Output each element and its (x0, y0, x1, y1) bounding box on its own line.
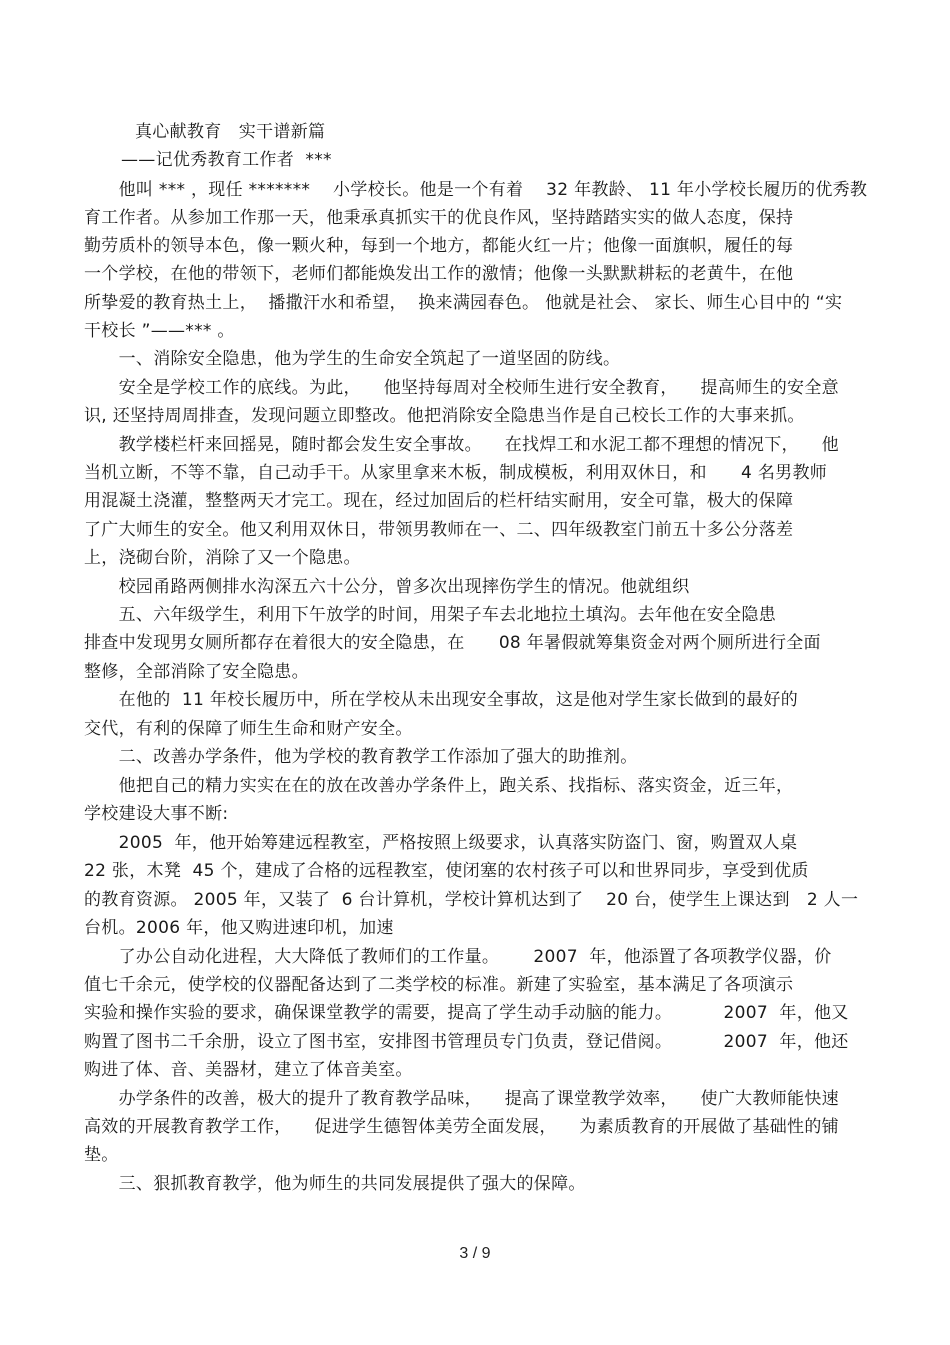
body-line: 学校建设大事不断: (84, 804, 229, 824)
body-line: 在他的 11 年校长履历中，所在学校从未出现安全事故，这是他对学生家长做到的最好的 (84, 690, 799, 710)
body-line: 了广大师生的安全。他又利用双休日，带领男教师在一、二、四年级教室门前五十多公分落差 (84, 520, 794, 540)
body-line: 用混凝土浇灌，整整两天才完工。现在，经过加固后的栏杆结实耐用，安全可靠，极大的保障 (84, 491, 794, 511)
body-line: 交代，有利的保障了师生生命和财产安全。 (84, 719, 413, 739)
body-line: 高效的开展教育教学工作， 促进学生德智体美劳全面发展， 为素质教育的开展做了基础性的铺 (84, 1117, 839, 1137)
body-line: 勤劳质朴的领导本色，像一颗火种，每到一个地方，都能火红一片；他像一面旗帜，履任的每 (84, 236, 794, 256)
body-line: 购进了体、音、美器材，建立了体音美室。 (84, 1060, 413, 1080)
body-line: 垫。 (84, 1145, 119, 1165)
body-line: 排查中发现男女厕所都存在着很大的安全隐患，在 08 年暑假就筹集资金对两个厕所进行全面 (84, 633, 821, 653)
body-line: 一个学校，在他的带领下，老师们都能焕发出工作的激情；他像一头默默耕耘的老黄牛，在他 (84, 264, 794, 284)
body-line: 他把自己的精力实实在在的放在改善办学条件上，跑关系、找指标、落实资金，近三年， (84, 776, 794, 796)
body-line: 育工作者。从参加工作那一天，他秉承真抓实干的优良作风，坚持踏踏实实的做人态度，保持 (84, 208, 794, 228)
body-line: 办学条件的改善，极大的提升了教育教学品味， 提高了课堂教学效率， 使广大教师能快速 (84, 1089, 839, 1109)
body-line: 了办公自动化进程，大大降低了教师们的工作量。 2007 年，他添置了各项教学仪器，价 (84, 947, 832, 967)
body-line: 实验和操作实验的要求，确保课堂教学的需要，提高了学生动手动脑的能力。 2007 年，他又 (84, 1003, 849, 1023)
body-line: 购置了图书二千余册，设立了图书室，安排图书管理员专门负责，登记借阅。 2007 年，他还 (84, 1032, 849, 1052)
document-subtitle: ——记优秀教育工作者 *** (121, 150, 332, 170)
section-heading: 三、狠抓教育教学，他为师生的共同发展提供了强大的保障。 (84, 1174, 586, 1194)
page-number: 3 / 9 (459, 1245, 491, 1262)
document-title: 真心献教育 实干谱新篇 (135, 122, 326, 142)
body-line: 整修，全部消除了安全隐患。 (84, 662, 309, 682)
body-line: 识, 还坚持周周排查，发现问题立即整改。他把消除安全隐患当作是自己校长工作的大事来抓。 (84, 406, 805, 426)
body-line: 22 张，木凳 45 个，建成了合格的远程教室，使闭塞的农村孩子可以和世界同步，享受到优质 (84, 861, 809, 881)
body-line: 2005 年，他开始筹建远程教室，严格按照上级要求，认真落实防盗门、窗，购置双人桌 (84, 833, 798, 853)
body-line: 值七千余元，使学校的仪器配备达到了二类学校的标准。新建了实验室，基本满足了各项演示 (84, 975, 794, 995)
section-heading: 二、改善办学条件，他为学校的教育教学工作添加了强大的助推剂。 (84, 747, 638, 767)
body-line: 校园甬路两侧排水沟深五六十公分，曾多次出现摔伤学生的情况。他就组织 (84, 577, 690, 597)
body-line: 教学楼栏杆来回摇晃，随时都会发生安全事故。 在找焊工和水泥工都不理想的情况下， 他 (84, 435, 839, 455)
section-heading: 一、消除安全隐患，他为学生的生命安全筑起了一道坚固的防线。 (84, 349, 621, 369)
body-line: 干校长 ”——*** 。 (84, 321, 235, 341)
body-line: 当机立断，不等不靠，自己动手干。从家里拿来木板，制成模板，利用双休日，和 4 名男教师 (84, 463, 828, 483)
body-line: 五、六年级学生，利用下午放学的时间，用架子车去北地拉土填沟。去年他在安全隐患 (84, 605, 776, 625)
body-line: 台机。2006 年，他又购进速印机，加速 (84, 918, 394, 938)
body-line: 安全是学校工作的底线。为此， 他坚持每周对全校师生进行安全教育， 提高师生的安全意 (84, 378, 839, 398)
body-line: 他叫 *** ，现任 ******* 小学校长。他是一个有着 32 年教龄、 11 年小学校长履历的优秀教 (84, 180, 868, 200)
body-line: 上，浇砌台阶，消除了又一个隐患。 (84, 548, 361, 568)
body-line: 所挚爱的教育热土上， 播撒汗水和希望， 换来满园春色。 他就是社会、 家长、师生心目中的 “实 (84, 293, 843, 313)
body-line: 的教育资源。 2005 年，又装了 6 台计算机，学校计算机达到了 20 台，使学生上课达到 2 人一 (84, 890, 859, 910)
